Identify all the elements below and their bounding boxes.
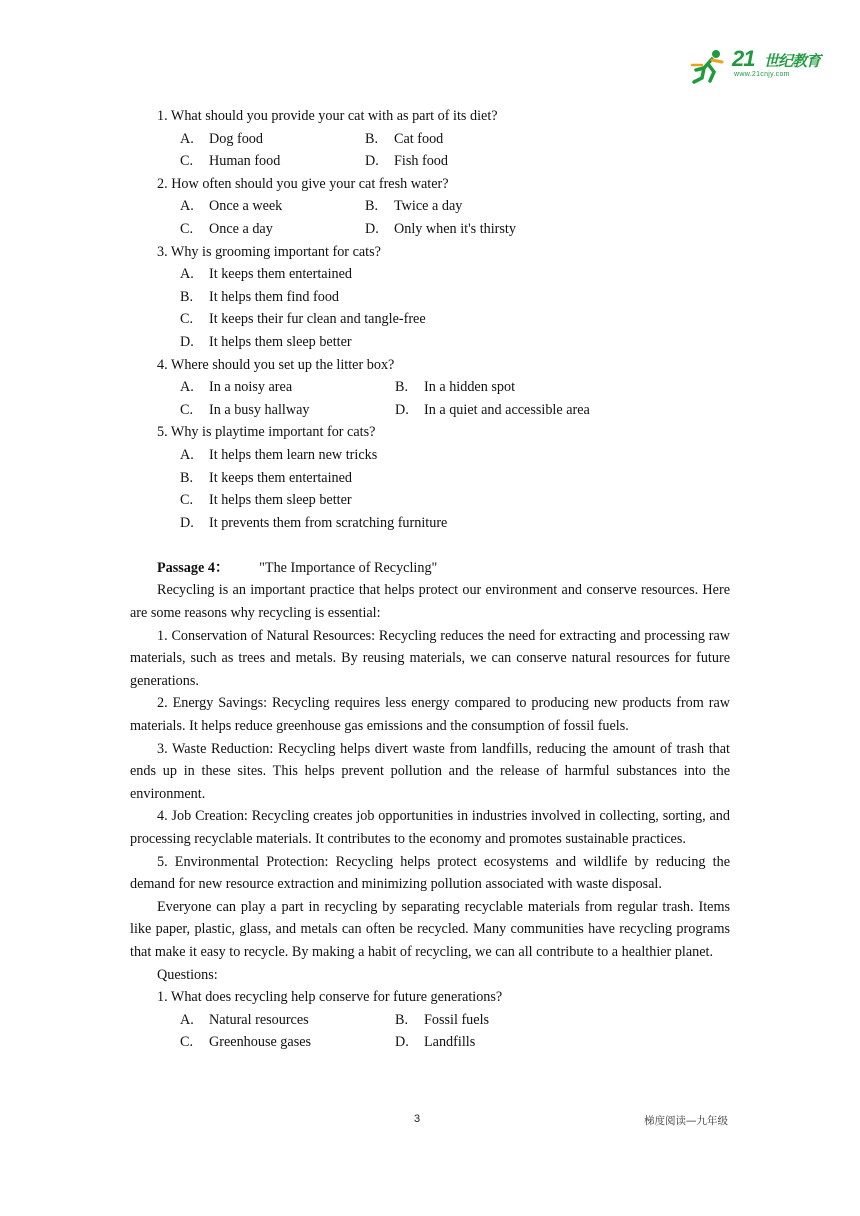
- option-row: [130, 331, 730, 354]
- question-stem: 5. Why is playtime important for cats?: [157, 424, 376, 441]
- option-a: A. It keeps them entertained: [180, 266, 352, 283]
- logo-url: www.21cnjy.com: [734, 71, 790, 78]
- option-c: C. It helps them sleep better: [180, 492, 352, 509]
- option-d: D. In a quiet and accessible area: [395, 401, 590, 418]
- paragraph: 3. Waste Reduction: Recycling helps divert waste from landfills, reducing the amount of trash that ends up in these sites. This helps prevent pollution and the release of harmful substances into the environment.: [130, 740, 730, 802]
- paragraph: 4. Job Creation: Recycling creates job opportunities in industries involved in collecting, sorting, and processing recyclable materials. It contributes to the economy and promotes sustainable practices.: [130, 808, 730, 847]
- option-a: A. Natural resources: [180, 1011, 309, 1028]
- option-row: [130, 376, 730, 399]
- option-row: [130, 1031, 730, 1054]
- option-d: D. It prevents them from scratching furniture: [180, 514, 448, 531]
- option-a: A. It helps them learn new tricks: [180, 446, 378, 463]
- question-stem: 1. What should you provide your cat with as part of its diet?: [157, 108, 498, 124]
- logo-number: 21: [732, 46, 755, 71]
- option-a: A. In a noisy area: [180, 379, 293, 396]
- option-row: [130, 489, 730, 512]
- option-row: [130, 263, 730, 286]
- option-row: [130, 150, 730, 173]
- option-d: D. It helps them sleep better: [180, 333, 352, 350]
- passage-label: Passage 4：: [157, 559, 230, 576]
- option-row: [130, 399, 730, 422]
- option-c: C. It keeps their fur clean and tangle-free: [180, 311, 426, 328]
- option-c: C. Once a day: [180, 220, 273, 237]
- page-content: [130, 105, 730, 1054]
- question-stem: 2. How often should you give your cat fresh water?: [157, 175, 449, 192]
- option-row: [130, 1009, 730, 1032]
- option-row: [130, 467, 730, 490]
- logo-text: 世纪教育: [764, 52, 821, 70]
- option-d: D. Fish food: [365, 153, 448, 170]
- paragraph: Recycling is an important practice that helps protect our environment and conserve resources. Here are some reasons why recycling is essential:: [130, 582, 730, 622]
- option-c: C. Human food: [180, 153, 281, 170]
- question-stem: 3. Why is grooming important for cats?: [157, 243, 381, 260]
- footer-text: 梯度阅读—九年级: [644, 1115, 728, 1127]
- paragraph: 1. Conservation of Natural Resources: Recycling reduces the need for extracting and processing raw materials, such as trees and metals. By reusing materials, we can conserve natural resources for future generations.: [130, 627, 730, 689]
- runner-icon: [690, 48, 730, 84]
- option-b: B. In a hidden spot: [395, 379, 516, 396]
- option-row: [130, 308, 730, 331]
- questions-label: Questions:: [157, 966, 218, 983]
- paragraph: 2. Energy Savings: Recycling requires less energy compared to producing new products from raw materials. It helps reduce greenhouse gas emissions and the consumption of fossil fuels.: [130, 695, 730, 735]
- question-stem: 4. Where should you set up the litter box?: [157, 356, 395, 373]
- site-logo: [690, 48, 822, 84]
- option-b: B. It helps them find food: [180, 288, 340, 305]
- option-c: C. In a busy hallway: [180, 401, 310, 418]
- option-b: B. Twice a day: [365, 198, 463, 215]
- paragraph: 5. Environmental Protection: Recycling helps protect ecosystems and wildlife by reducing the demand for new resource extraction and minimizing pollution associated with waste disposal.: [130, 853, 730, 893]
- option-b: B. It keeps them entertained: [180, 469, 352, 486]
- option-a: A. Once a week: [180, 198, 283, 215]
- option-row: [130, 286, 730, 309]
- option-row: [130, 512, 730, 535]
- page-number: 3: [414, 1113, 421, 1125]
- option-a: A. Dog food: [180, 130, 263, 147]
- option-row: [130, 444, 730, 467]
- paragraph: Everyone can play a part in recycling by separating recyclable materials from regular trash. Items like paper, plastic, glass, and metals can often be recycled. Many communities have recycling programs that make it easy to recycle. By making a habit of recycling, we can all contribute to a healthier planet.: [130, 898, 730, 960]
- option-row: [130, 195, 730, 218]
- option-c: C. Greenhouse gases: [180, 1034, 312, 1051]
- option-d: D. Landfills: [395, 1034, 476, 1051]
- passage-title: [130, 557, 730, 580]
- option-b: B. Fossil fuels: [395, 1011, 490, 1028]
- passage-title-text: "The Importance of Recycling": [259, 559, 438, 576]
- option-d: D. Only when it's thirsty: [365, 220, 516, 237]
- option-b: B. Cat food: [365, 130, 444, 147]
- question-stem: 1. What does recycling help conserve for future generations?: [157, 989, 503, 1006]
- option-row: [130, 128, 730, 151]
- option-row: [130, 218, 730, 241]
